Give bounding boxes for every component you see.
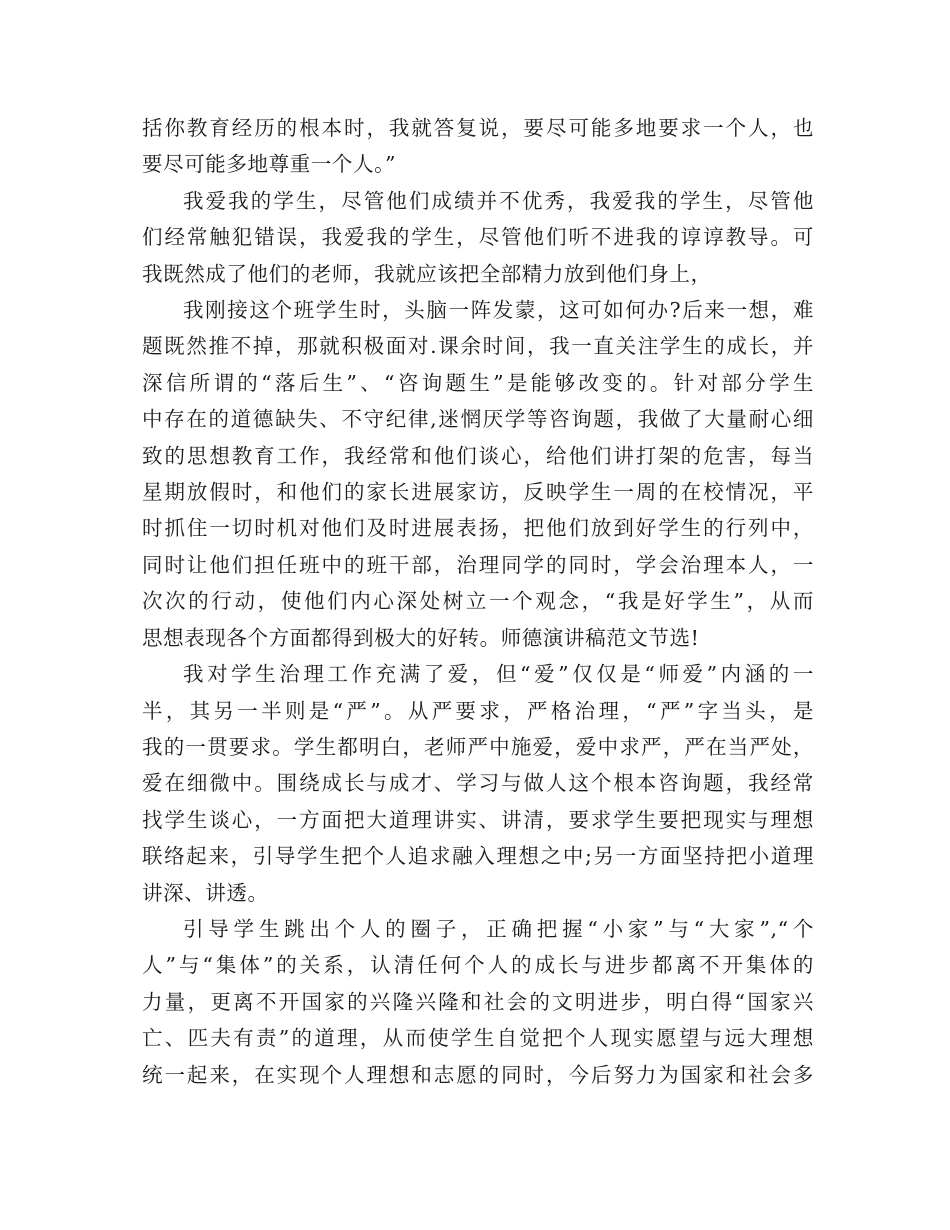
text-line: 括你教育经历的根本时，我就答复说，要尽可能多地要求一个人，也 — [142, 116, 814, 140]
text-line: 力量，更离不开国家的兴隆兴隆和社会的文明进步，明白得“国家兴 — [142, 989, 814, 1014]
text-line: 同时让他们担任班中的班干部，治理同学的同时，学会治理本人，一 — [142, 552, 814, 577]
paragraph-4 — [142, 656, 814, 911]
text-line: 星期放假时，和他们的家长进展家访，反映学生一周的在校情况，平 — [142, 480, 814, 505]
text-line: 致的思想教育工作，我经常和他们谈心，给他们讲打架的危害，每当 — [142, 443, 814, 468]
paragraph-2 — [142, 183, 814, 292]
text-line: 我刚接这个班学生时，头脑一阵发蒙，这可如何办?后来一想，难 — [183, 298, 814, 323]
text-line: 联络起来，引导学生把个人追求融入理想之中;另一方面坚持把小道理 — [142, 844, 814, 869]
text-line: 爱在细微中。围绕成长与成才、学习与做人这个根本咨询题，我经常 — [142, 771, 814, 796]
text-line: 题既然推不掉，那就积极面对.课余时间，我一直关注学生的成长，并 — [142, 334, 814, 359]
text-line: 我爱我的学生，尽管他们成绩并不优秀，我爱我的学生，尽管他 — [183, 188, 814, 213]
text-line: 次次的行动，使他们内心深处树立一个观念，“我是好学生”，从而 — [142, 589, 814, 614]
text-line: 引导学生跳出个人的圈子，正确把握“小家”与“大家”,“个 — [183, 916, 814, 941]
body-text — [142, 110, 814, 1093]
paragraph-5 — [142, 911, 814, 1093]
text-line: 统一起来，在实现个人理想和志愿的同时，今后努力为国家和社会多 — [142, 1062, 814, 1087]
text-line: 亡、匹夫有责”的道理，从而使学生自觉把个人现实愿望与远大理想 — [142, 1026, 814, 1051]
text-line: 半，其另一半则是“严”。从严要求，严格治理，“严”字当头，是 — [142, 698, 814, 723]
text-line: 讲深、讲透。 — [142, 880, 269, 905]
text-line: 人”与“集体”的关系，认清任何个人的成长与进步都离不开集体的 — [142, 953, 814, 978]
paragraph-1 — [142, 110, 814, 183]
text-line: 要尽可能多地尊重一个人。” — [142, 152, 397, 177]
text-line: 我对学生治理工作充满了爱，但“爱”仅仅是“师爱”内涵的一 — [183, 662, 814, 687]
text-line: 思想表现各个方面都得到极大的好转。师德演讲稿范文节选! — [142, 625, 700, 650]
text-line: 深信所谓的“落后生”、“咨询题生”是能够改变的。针对部分学生 — [142, 370, 814, 395]
text-line: 中存在的道德缺失、不守纪律,迷惘厌学等咨询题，我做了大量耐心细 — [142, 407, 814, 432]
text-line: 我既然成了他们的老师，我就应该把全部精力放到他们身上， — [142, 261, 712, 286]
text-line: 找学生谈心，一方面把大道理讲实、讲清，要求学生要把现实与理想 — [142, 807, 814, 832]
text-line: 我的一贯要求。学生都明白，老师严中施爱，爱中求严，严在当严处， — [142, 734, 814, 759]
text-line: 时抓住一切时机对他们及时进展表扬，把他们放到好学生的行列中， — [142, 516, 814, 541]
text-line: 们经常触犯错误，我爱我的学生，尽管他们听不进我的谆谆教导。可 — [142, 225, 814, 250]
paragraph-3 — [142, 292, 814, 656]
